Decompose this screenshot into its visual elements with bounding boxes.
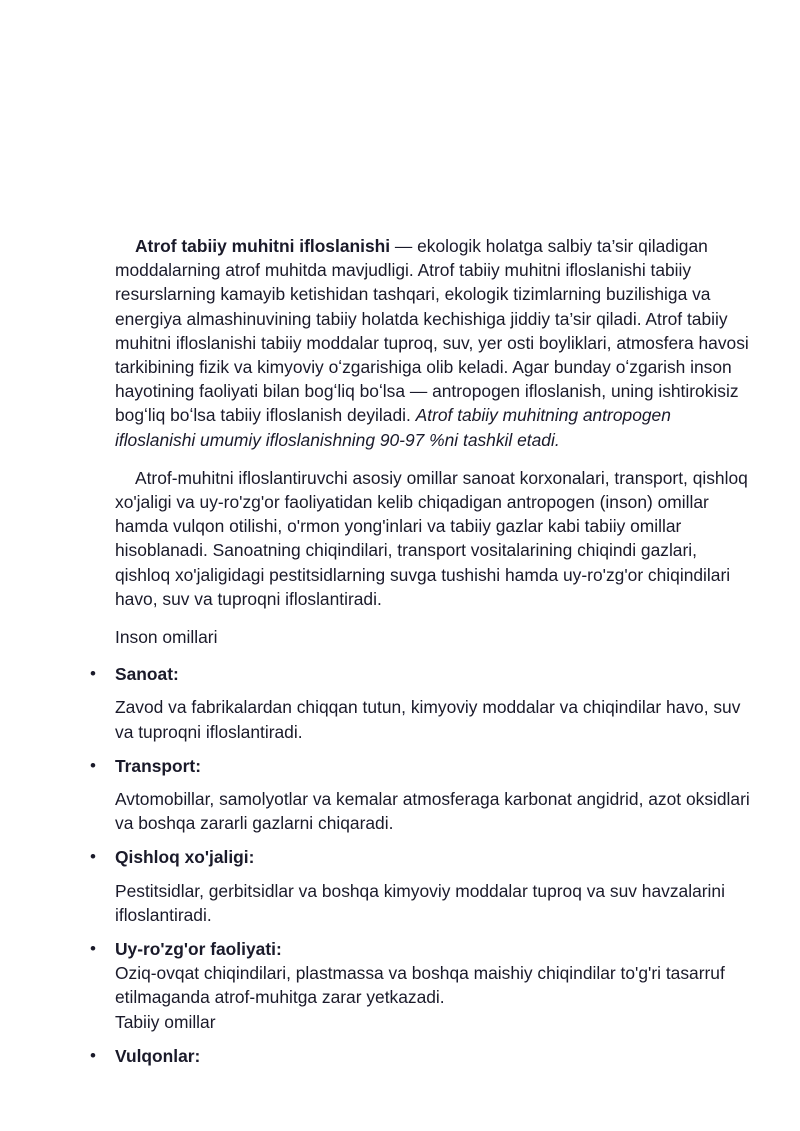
intro-italic-note: Atrof tabiiy muhitning antropogen ifloslanishi umumiy ifloslanishning 90-97 %ni tashkil etadi.	[115, 405, 671, 450]
item-title: Sanoat:	[115, 664, 179, 685]
list-item	[90, 662, 755, 744]
term-heading: Atrof tabiiy muhitni ifloslanishi	[135, 236, 391, 256]
item-title: Qishloq xo'jaligi:	[115, 847, 255, 868]
intro-text: — ekologik holatga salbiy ta’sir qiladigan moddalarning atrof muhitda mavjudligi. Atrof tabiiy muhitni ifloslanishi tabiiy resurslarning kamayib ketishidan tashqari, ekologik tizimlarning buzilishiga va energiya almashinuvining tabiiy holatda kechishiga jiddiy ta’sir qiladi. Atrof tabiiy muhitni ifloslanishi tabiiy moddalar tuproq, suv, yer osti boyliklari, atmosfera havosi tarkibining fizik va kimyoviy oʻzgarishiga olib keladi. Agar bunday oʻzgarish inson hayotining faoliyati bilan bogʻliq boʻlsa — antropogen ifloslanish, uning ishtirokisiz bogʻliq boʻlsa tabiiy ifloslanish deyiladi.	[115, 236, 749, 426]
item-title: Transport:	[115, 755, 201, 776]
list-item	[90, 754, 755, 836]
item-text: Pestitsidlar, gerbitsidlar va boshqa kimyoviy moddalar tuproq va suv havzalarini ifloslantiradi.	[115, 880, 725, 925]
item-text: Avtomobillar, samolyotlar va kemalar atmosferaga karbonat angidrid, azot oksidlari va boshqa zararli gazlarni chiqaradi.	[115, 789, 750, 834]
item-text: Zavod va fabrikalardan chiqqan tutun, kimyoviy moddalar va chiqindilar havo, suv va tuproqni ifloslantiradi.	[115, 697, 741, 742]
human-factors-label: Inson omillari	[115, 627, 218, 648]
item-text: Oziq-ovqat chiqindilari, plastmassa va boshqa maishiy chiqindilar to'g'ri tasarruf etilmaganda atrof-muhitga zarar yetkazadi.	[115, 963, 725, 1008]
item-title: Uy-ro'zg'or faoliyati:	[115, 939, 282, 960]
list-item	[90, 1044, 755, 1068]
bullet-icon: •	[90, 664, 96, 684]
bullet-icon: •	[90, 939, 96, 959]
factors-list	[90, 662, 755, 1068]
bullet-icon: •	[90, 755, 96, 775]
factors-paragraph: Atrof-muhitni ifloslantiruvchi asosiy omillar sanoat korxonalari, transport, qishloq xo'jaligi va uy-ro'zg'or faoliyatidan kelib chiqadigan antropogen (inson) omillar hamda vulqon otilishi, o'rmon yong'inlari va tabiiy gazlar kabi tabiiy omillar hisoblanadi. Sanoatning chiqindilari, transport vositalarining chiqindi gazlari, qishloq xo'jaligidagi pestitsidlarning suvga tushishi hamda uy-ro'zg'or chiqindilari havo, suv va tuproqni ifloslantiradi.	[115, 467, 748, 609]
natural-factors-label: Tabiiy omillar	[115, 1011, 216, 1032]
intro-paragraph	[115, 234, 755, 452]
bullet-icon: •	[90, 1045, 96, 1065]
list-item	[90, 937, 755, 1034]
item-title: Vulqonlar:	[115, 1045, 201, 1066]
document-page	[90, 234, 755, 1078]
bullet-icon: •	[90, 847, 96, 867]
list-item	[90, 845, 755, 927]
